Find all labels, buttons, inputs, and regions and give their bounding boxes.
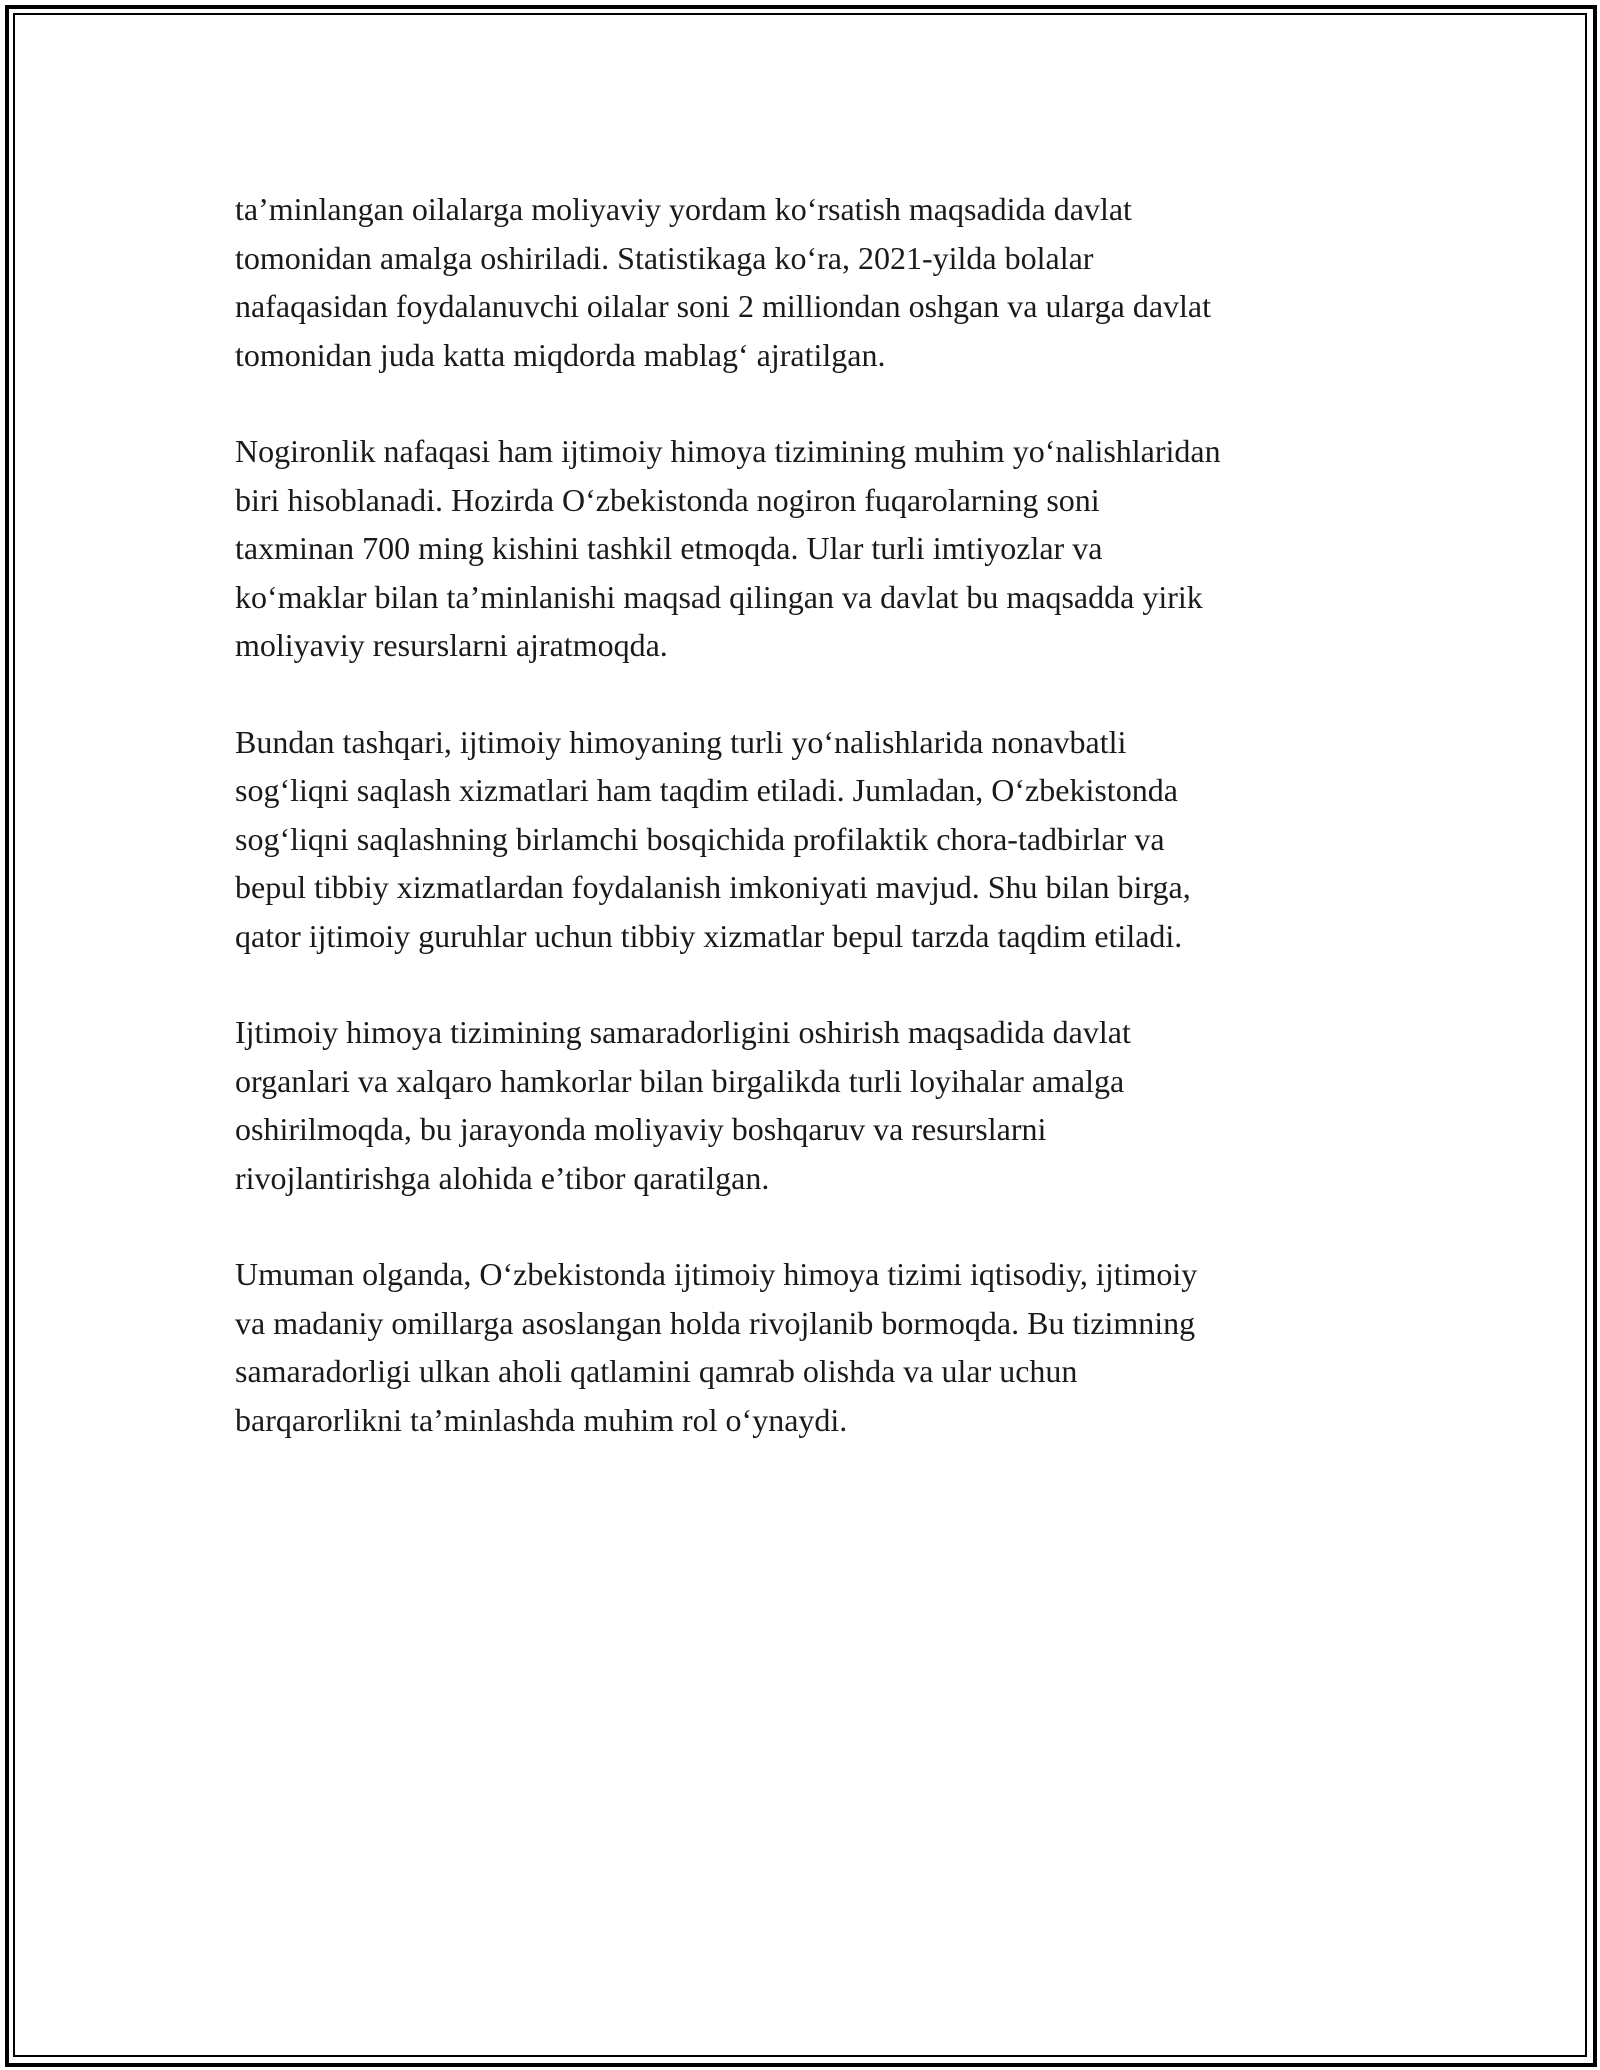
paragraph-disability-pension: [235, 427, 1385, 670]
paragraph-efficiency-projects: [235, 1008, 1385, 1202]
paragraph-healthcare-services: [235, 718, 1385, 961]
text-line: taxminan 700 ming kishini tashkil etmoqda. Ular turli imtiyozlar va: [235, 530, 1103, 566]
text-line: Bundan tashqari, ijtimoiy himoyaning turli yo‘nalishlarida nonavbatli: [235, 723, 1127, 760]
text-line: sog‘liqni saqlash xizmatlari ham taqdim etiladi. Jumladan, O‘zbekistonda: [235, 772, 1178, 808]
text-line: tomonidan amalga oshiriladi. Statistikaga ko‘ra, 2021-yilda bolalar: [235, 239, 1094, 276]
text-line: oshirilmoqda, bu jarayonda moliyaviy boshqaruv va resurslarni: [235, 1111, 1047, 1147]
text-line: nafaqasidan foydalanuvchi oilalar soni 2 milliondan oshgan va ularga davlat: [235, 288, 1212, 324]
text-line: moliyaviy resurslarni ajratmoqda.: [235, 627, 668, 663]
text-line: va madaniy omillarga asoslangan holda rivojlanib bormoqda. Bu tizimning: [235, 1304, 1196, 1341]
text-line: rivojlantirishga alohida e’tibor qaratilgan.: [235, 1159, 770, 1196]
text-line: tomonidan juda katta miqdorda mablag‘ ajratilgan.: [235, 336, 886, 373]
text-line: barqarorlikni ta’minlashda muhim rol o‘ynaydi.: [235, 1401, 848, 1438]
text-line: bepul tibbiy xizmatlardan foydalanish imkoniyati mavjud. Shu bilan birga,: [235, 869, 1191, 905]
text-line: ko‘maklar bilan ta’minlanishi maqsad qilingan va davlat bu maqsadda yirik: [235, 578, 1203, 615]
text-line: biri hisoblanadi. Hozirda O‘zbekistonda nogiron fuqarolarning soni: [235, 481, 1100, 518]
text-line: ta’minlangan oilalarga moliyaviy yordam ko‘rsatish maqsadida davlat: [235, 191, 1132, 227]
paragraph-conclusion: [235, 1250, 1385, 1444]
text-line: Ijtimoiy himoya tizimining samaradorligini oshirish maqsadida davlat: [235, 1014, 1131, 1050]
text-line: samaradorligi ulkan aholi qatlamini qamrab olishda va ular uchun: [235, 1353, 1078, 1389]
text-line: sog‘liqni saqlashning birlamchi bosqichida profilaktik chora-tadbirlar va: [235, 820, 1165, 857]
text-line: Umuman olganda, O‘zbekistonda ijtimoiy himoya tizimi iqtisodiy, ijtimoiy: [235, 1256, 1198, 1292]
text-line: Nogironlik nafaqasi ham ijtimoiy himoya tizimining muhim yo‘nalishlaridan: [235, 433, 1221, 469]
document-body: [235, 185, 1385, 1492]
text-line: qator ijtimoiy guruhlar uchun tibbiy xizmatlar bepul tarzda taqdim etiladi.: [235, 917, 1183, 954]
text-line: organlari va xalqaro hamkorlar bilan birgalikda turli loyihalar amalga: [235, 1062, 1125, 1099]
paragraph-child-allowance: [235, 185, 1385, 379]
